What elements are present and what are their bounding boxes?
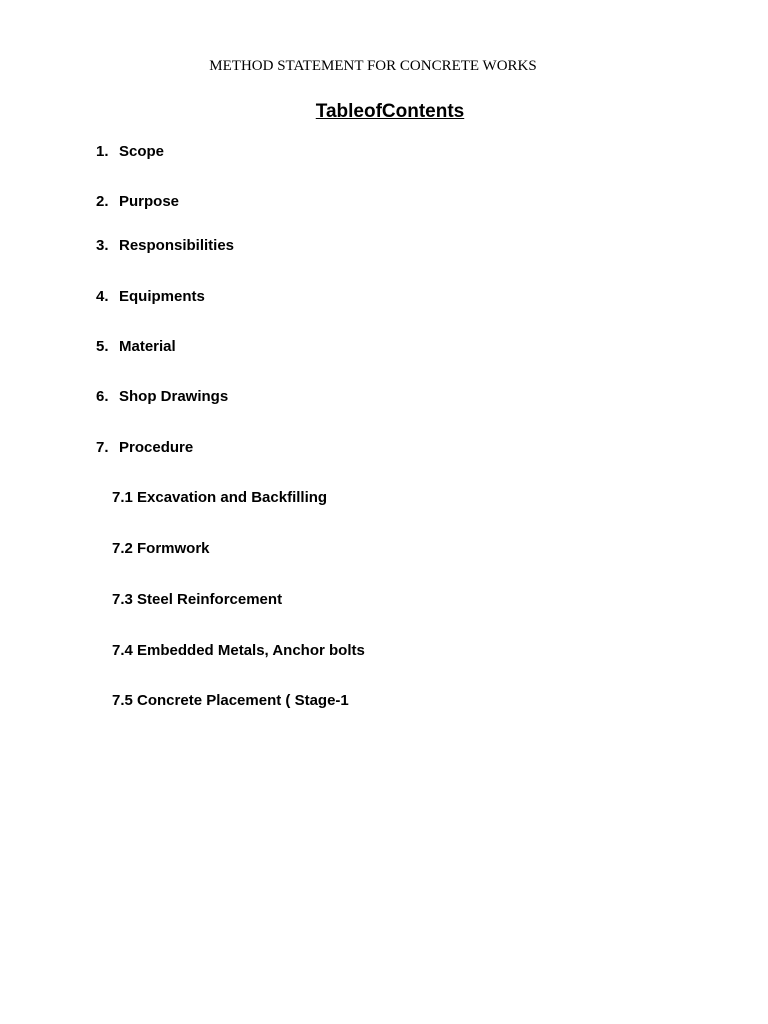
- toc-item-shop-drawings: [96, 388, 228, 405]
- toc-title: TableofContents: [315, 101, 465, 122]
- toc-item-label: Equipments: [119, 288, 205, 305]
- toc-item-purpose: [96, 193, 179, 210]
- toc-subitem-embedded-metals: 7.4 Embedded Metals, Anchor bolts: [112, 642, 365, 659]
- toc-item-label: Scope: [119, 143, 165, 160]
- toc-item-number: 1.: [96, 143, 109, 160]
- toc-item-label: Shop Drawings: [119, 388, 229, 405]
- toc-item-number: 4.: [96, 288, 109, 305]
- toc-item-number: 2.: [96, 193, 109, 210]
- toc-item-label: Procedure: [119, 439, 194, 456]
- toc-subitem-formwork: 7.2 Formwork: [112, 540, 210, 557]
- toc-item-label: Responsibilities: [119, 237, 235, 254]
- toc-item-number: 6.: [96, 388, 109, 405]
- toc-subitem-concrete-placement: 7.5 Concrete Placement ( Stage-1: [112, 692, 349, 709]
- toc-item-number: 7.: [96, 439, 109, 456]
- toc-item-scope: [96, 143, 164, 160]
- toc-item-responsibilities: [96, 237, 234, 254]
- document-header: METHOD STATEMENT FOR CONCRETE WORKS: [209, 58, 537, 74]
- toc-item-number: 5.: [96, 338, 109, 355]
- toc-item-equipments: [96, 288, 205, 305]
- toc-item-number: 3.: [96, 237, 109, 254]
- toc-subitem-steel-reinforcement: 7.3 Steel Reinforcement: [112, 591, 283, 608]
- toc-item-procedure: [96, 439, 193, 456]
- toc-item-label: Purpose: [119, 193, 180, 210]
- toc-item-label: Material: [119, 338, 176, 355]
- toc-subitem-excavation: 7.1 Excavation and Backfilling: [112, 489, 328, 506]
- toc-item-material: [96, 338, 176, 355]
